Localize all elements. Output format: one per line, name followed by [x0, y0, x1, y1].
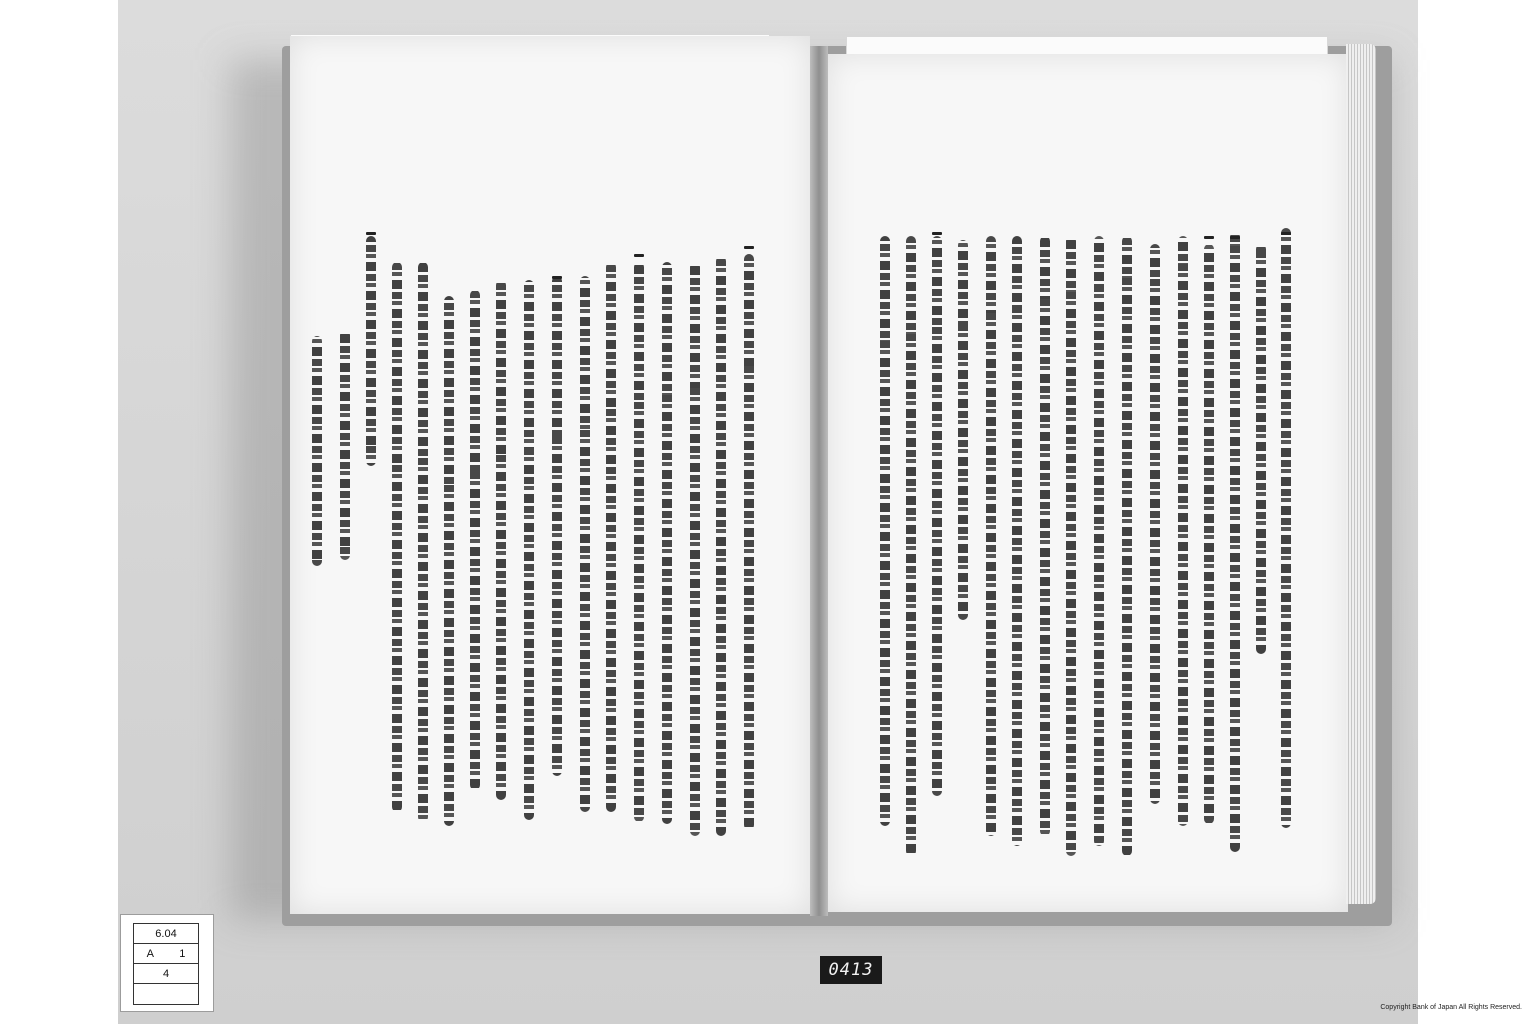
- label-series: A: [146, 947, 154, 960]
- item-mark: [932, 232, 942, 235]
- handwritten-column: [470, 290, 480, 790]
- handwritten-column: [1040, 236, 1050, 836]
- label-blank: [134, 984, 198, 1004]
- handwritten-column: [662, 262, 672, 824]
- handwritten-column: [1256, 244, 1266, 654]
- handwritten-column: [552, 276, 562, 776]
- handwritten-column: [312, 336, 322, 566]
- handwritten-column: [1178, 236, 1188, 826]
- handwritten-column: [906, 236, 916, 856]
- handwritten-column: [634, 262, 644, 822]
- handwritten-column: [1012, 236, 1022, 846]
- item-mark: [366, 232, 376, 235]
- left-page: [290, 36, 810, 914]
- handwritten-column: [606, 262, 616, 812]
- item-mark: [1281, 232, 1291, 235]
- handwritten-column: [1066, 236, 1076, 856]
- item-mark: [1230, 236, 1240, 239]
- book-gutter: [810, 46, 828, 916]
- page-edges: [1346, 44, 1376, 904]
- handwritten-column: [1230, 232, 1240, 852]
- item-mark: [744, 246, 754, 249]
- handwritten-column: [392, 262, 402, 812]
- handwritten-column: [1281, 228, 1291, 828]
- handwritten-column: [716, 256, 726, 836]
- handwritten-column: [932, 236, 942, 796]
- handwritten-column: [986, 236, 996, 836]
- handwritten-column: [690, 262, 700, 836]
- archive-label: [120, 914, 214, 1012]
- handwritten-column: [580, 276, 590, 812]
- handwritten-column: [366, 236, 376, 466]
- handwritten-column: [880, 236, 890, 826]
- handwritten-column: [496, 280, 506, 800]
- label-number: 1: [179, 947, 186, 960]
- handwritten-column: [418, 262, 428, 822]
- label-series-row: [134, 944, 198, 964]
- handwritten-column: [1150, 244, 1160, 804]
- handwritten-column: [1122, 236, 1132, 856]
- item-mark: [634, 254, 644, 257]
- handwritten-column: [744, 254, 754, 830]
- handwritten-column: [524, 280, 534, 820]
- handwritten-column: [1094, 236, 1104, 846]
- item-mark: [1204, 236, 1214, 239]
- handwritten-column: [1204, 244, 1214, 824]
- handwritten-column: [958, 240, 968, 620]
- copyright-notice: Copyright Bank of Japan All Rights Reserved.: [1380, 1004, 1522, 1011]
- handwritten-column: [340, 330, 350, 560]
- handwritten-column: [444, 296, 454, 826]
- label-volume: 4: [134, 964, 198, 984]
- label-code: 6.04: [134, 924, 198, 944]
- item-mark: [552, 276, 562, 279]
- frame-number: 0413: [820, 956, 882, 984]
- archive-label-grid: [133, 923, 199, 1005]
